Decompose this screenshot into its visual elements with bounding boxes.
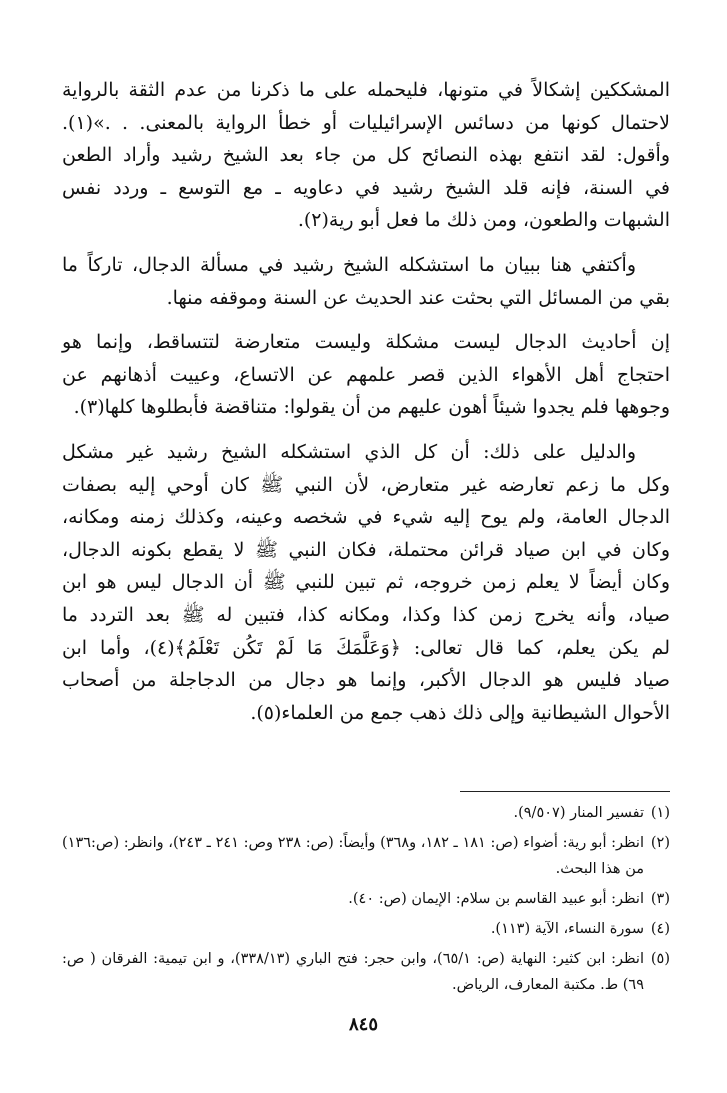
text-line: والدليل على ذلك: أن كل الذي استشكله الشيخ رشيد غير مشكل	[62, 440, 636, 463]
text-line: الشبهات والطعون، ومن ذلك ما فعل أبو رية(٢).	[297, 209, 670, 232]
footnote-number: (١)	[650, 805, 670, 821]
paragraph	[62, 326, 670, 424]
footnote-number: (٢)	[650, 835, 670, 851]
text-line: صياد فليس هو الدجال الأكبر، وإنما هو دجال من الدجاجلة من أصحاب	[62, 669, 670, 692]
footnote	[62, 946, 670, 998]
footnotes	[62, 800, 670, 1002]
footnote-number: (٥)	[650, 951, 670, 967]
footnote	[62, 916, 670, 942]
footnote-text: انظر: أبو عبيد القاسم بن سلام: الإيمان (ص: ٤٠).	[348, 891, 644, 907]
text-line: وكان أيضاً لا يعلم زمن خروجه، ثم تبين للنبي ﷺ أن الدجال ليس هو ابن	[62, 571, 670, 594]
text-line: بقي من المسائل التي بحثت عند الحديث عن السنة وموقفه منها.	[166, 286, 670, 309]
footnote-text: سورة النساء، الآية (١١٣).	[490, 921, 644, 937]
paragraph	[62, 74, 670, 237]
text-line: لم يكن يعلم، كما قال تعالى: ﴿وَعَلَّمَكَ مَا لَمْ تَكُن تَعْلَمُ﴾(٤)، وأما ابن	[62, 636, 670, 659]
paragraph	[62, 436, 670, 729]
text-line: الدجال العامة، ولم يوح إليه شيء في شخصه وعينه، وكذلك زمنه ومكانه،	[62, 506, 670, 529]
text-line: وأكتفي هنا ببيان ما استشكله الشيخ رشيد في مسألة الدجال، تاركاً ما	[62, 253, 636, 276]
footnote-separator	[460, 791, 670, 792]
footnote	[62, 800, 670, 826]
footnote-text: تفسير المنار (٩/٥٠٧).	[513, 805, 644, 821]
footnote	[62, 830, 670, 882]
text-line: لاحتمال كونها من دسائس الإسرائيليات أو خطأ الرواية بالمعنى. . .»(١).	[62, 111, 670, 134]
text-line: وأقول: لقد انتفع بهذه النصائح كل من جاء بعد الشيخ رشيد وأراد الطعن	[62, 144, 670, 167]
page-number: ٨٤٥	[348, 1014, 378, 1035]
text-line: احتجاج أهل الأهواء الذين قصر علمهم عن الاتساع، وعييت أذهانهم عن	[62, 363, 670, 386]
text-line: الأحوال الشيطانية وإلى ذلك ذهب جمع من العلماء(٥).	[250, 701, 670, 724]
text-line: وجوهها فلم يجدوا شيئاً أهون عليهم من أن يقولوا: متناقضة فأبطلوها كلها(٣).	[73, 396, 670, 419]
main-text	[62, 74, 670, 729]
footnote	[62, 886, 670, 912]
text-line: صياد، وأنه يخرج زمن كذا وكذا، ومكانه كذا، فتبين له ﷺ بعد التردد ما	[62, 603, 670, 626]
text-line: المشككين إشكالاً في متونها، فليحمله على ما ذكرنا من عدم الثقة بالرواية	[62, 79, 670, 101]
paragraph	[62, 249, 670, 314]
footnote-text: انظر: ابن كثير: النهاية (ص: ٦٥/١)، وابن حجر: فتح الباري (٣٣٨/١٣)، و ابن تيمية: الفرقان ( ص: ٦٩) ط. مكتبة المعارف، الرياض.	[62, 951, 644, 993]
text-line: وكل ما زعم تعارضه غير متعارض، لأن النبي ﷺ كان أوحي إليه بصفات	[62, 473, 670, 496]
text-line: إن أحاديث الدجال ليست مشكلة وليست متعارضة لتتساقط، وإنما هو	[62, 331, 671, 354]
footnote-number: (٣)	[650, 891, 670, 907]
text-line: في السنة، فإنه قلد الشيخ رشيد في دعاويه ـ مع التوسع ـ وردد نفس	[62, 176, 670, 199]
text-line: وكان في ابن صياد قرائن محتملة، فكان النبي ﷺ لا يقطع بكونه الدجال،	[62, 538, 670, 561]
footnote-text: انظر: أبو رية: أضواء (ص: ١٨١ ـ ١٨٢، و٣٦٨) وأيضاً: (ص: ٢٣٨ وص: ٢٤١ ـ ٢٤٣)، وانظر: (ص:١٣٦) من هذا البحث.	[62, 835, 644, 877]
footnote-number: (٤)	[650, 921, 670, 937]
